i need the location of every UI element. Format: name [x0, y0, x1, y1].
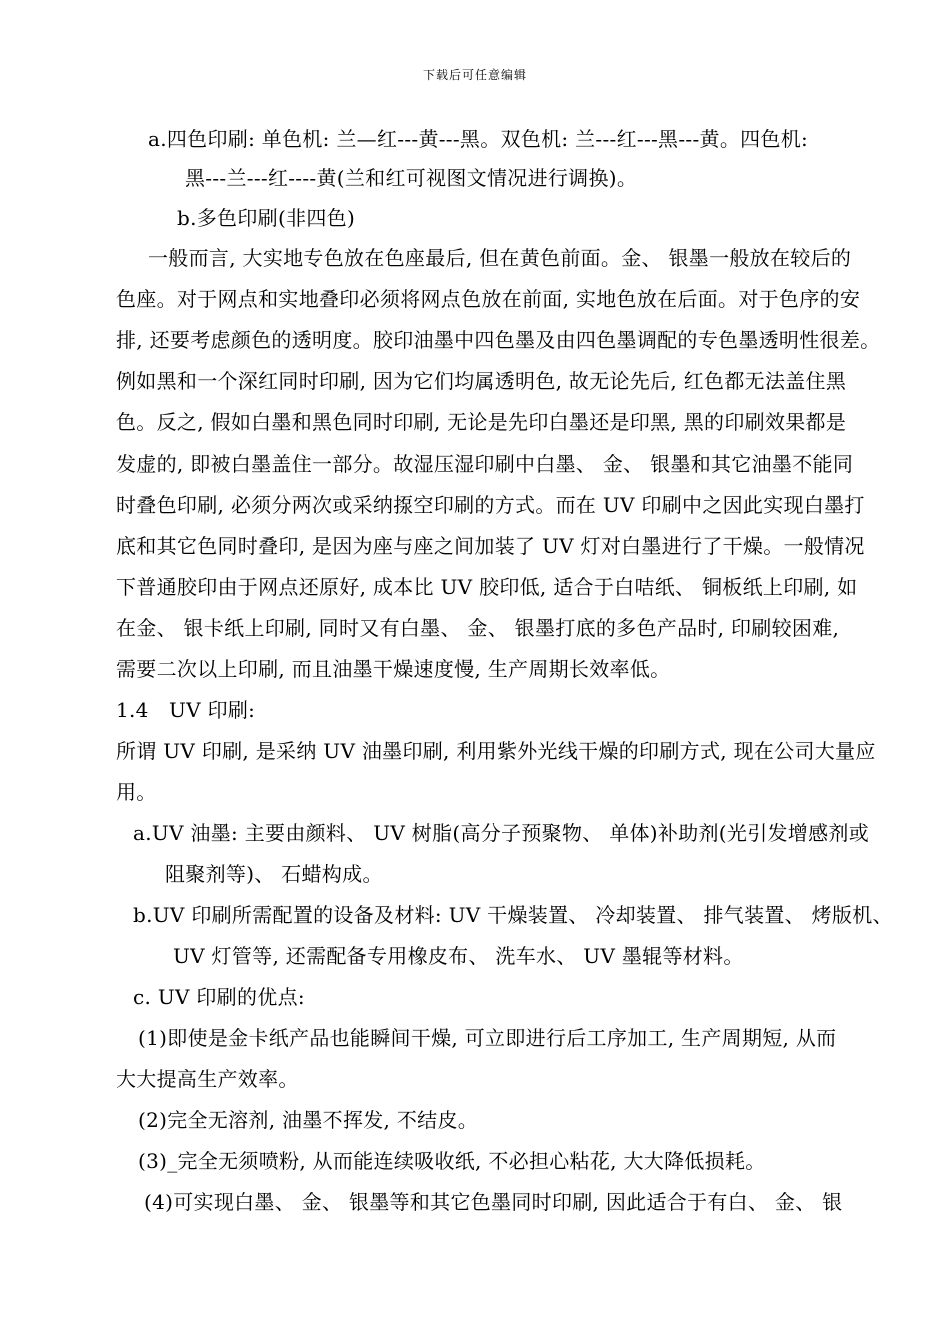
text-line: UV 灯管等, 还需配备专用橡皮布、 洗车水、 UV 墨辊等材料。: [173, 944, 744, 968]
text-line: (4)可实现白墨、 金、 银墨等和其它色墨同时印刷, 因此适合于有白、 金、 银: [144, 1190, 843, 1214]
text-line: 时叠色印刷, 必须分两次或采纳揼空印刷的方式。而在 UV 印刷中之因此实现白墨打: [116, 493, 865, 517]
text-line: 需要二次以上印刷, 而且油墨干燥速度慢, 生产周期长效率低。: [116, 657, 671, 681]
text-line: 例如黑和一个深红同时印刷, 因为它们均属透明色, 故无论先后, 红色都无法盖住黑: [116, 369, 847, 393]
text-line: 排, 还要考虑颜色的透明度。胶印油墨中四色墨及由四色墨调配的专色墨透明性很差。: [116, 328, 881, 352]
text-line: (1)即使是金卡纸产品也能瞬间干燥, 可立即进行后工序加工, 生产周期短, 从而: [138, 1026, 837, 1050]
text-line: (2)完全无溶剂, 油墨不挥发, 不结皮。: [138, 1108, 479, 1132]
text-line: a.四色印刷: 单色机: 兰—红---黄---黑。双色机: 兰---红---黑---黄。四色机:: [148, 127, 809, 151]
text-line: 色座。对于网点和实地叠印必须将网点色放在前面, 实地色放在后面。对于色序的安: [116, 287, 861, 311]
header-note: 下载后可任意编辑: [422, 68, 527, 82]
text-line: 色。反之, 假如白墨和黑色同时印刷, 无论是先印白墨还是印黑, 黑的印刷效果都是: [116, 410, 847, 434]
text-line: c. UV 印刷的优点:: [133, 985, 305, 1009]
text-line: (3)_完全无须喷粉, 从而能连续吸收纸, 不必担心粘花, 大大降低损耗。: [138, 1149, 766, 1173]
text-line: 一般而言, 大实地专色放在色座最后, 但在黄色前面。金、 银墨一般放在较后的: [148, 246, 852, 270]
text-line: 所谓 UV 印刷, 是采纳 UV 油墨印刷, 利用紫外光线干燥的印刷方式, 现在公司大量应: [116, 739, 876, 763]
text-line: 发虚的, 即被白墨盖住一部分。故湿压湿印刷中白墨、 金、 银墨和其它油墨不能同: [116, 452, 854, 476]
text-line: 用。: [116, 780, 157, 804]
section-heading: 1.4 UV 印刷:: [116, 698, 256, 722]
text-line: 阻聚剂等)、 石蜡构成。: [165, 862, 383, 886]
text-line: 底和其它色同时叠印, 是因为座与座之间加装了 UV 灯对白墨进行了干燥。一般情况: [116, 534, 865, 558]
text-line: 下普通胶印由于网点还原好, 成本比 UV 胶印低, 适合于白咭纸、 铜板纸上印刷, 如: [116, 575, 858, 599]
text-line: 大大提高生产效率。: [116, 1067, 299, 1091]
text-line: 在金、 银卡纸上印刷, 同时又有白墨、 金、 银墨打底的多色产品时, 印刷较困难,: [116, 616, 840, 640]
text-line: a.UV 油墨: 主要由颜料、 UV 树脂(高分子预聚物、 单体)补助剂(光引发增感剂或: [133, 821, 870, 845]
text-line: 黑---兰---红----黄(兰和红可视图文情况进行调换)。: [185, 166, 638, 190]
text-line: b.多色印刷(非四色): [177, 206, 356, 230]
text-line: b.UV 印刷所需配置的设备及材料: UV 干燥装置、 冷却装置、 排气装置、 烤版机、: [133, 903, 893, 927]
